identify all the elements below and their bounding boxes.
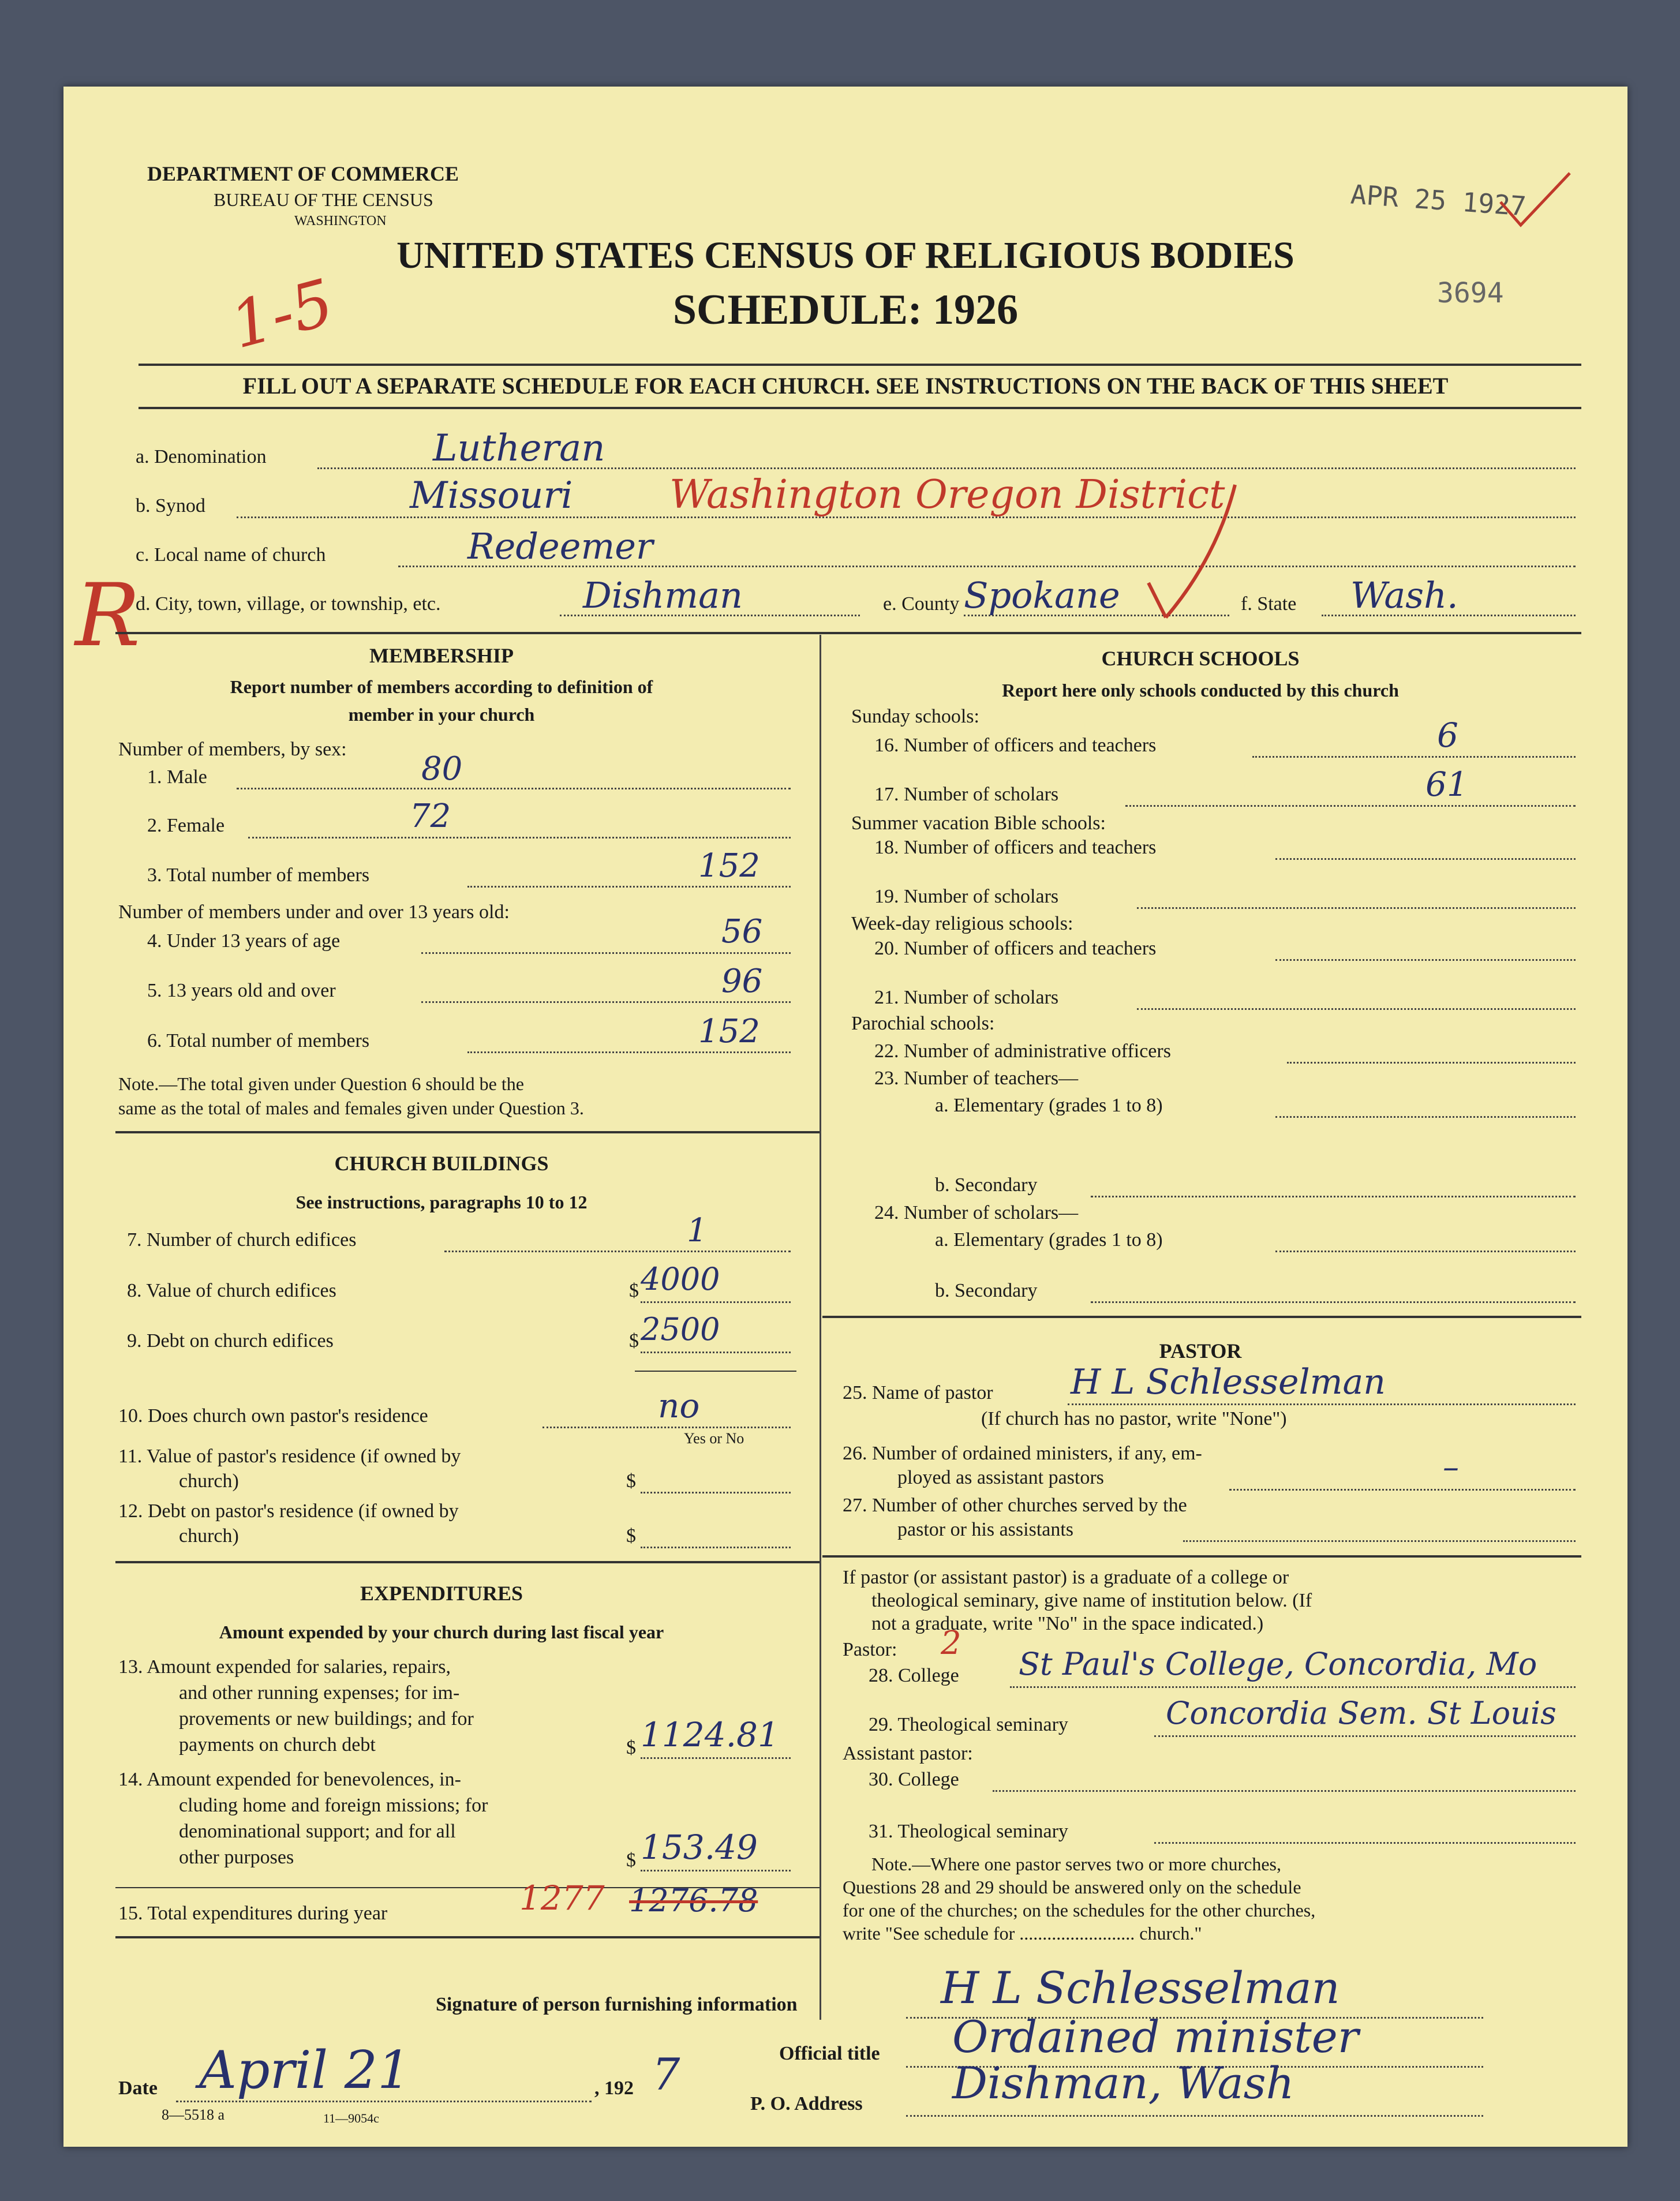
pastor-subsection-label: Pastor: bbox=[843, 1639, 897, 1660]
q24-label: 24. Number of scholars— bbox=[874, 1202, 1079, 1223]
membership-rule bbox=[115, 1131, 820, 1133]
membership-sub1 bbox=[63, 676, 820, 698]
city-label-field: d. City, town, village, or township, etc. bbox=[136, 593, 441, 615]
q2-line bbox=[248, 837, 791, 839]
q13-line4: payments on church debt bbox=[179, 1734, 376, 1755]
pastor-note-line4: write "See schedule for ......................... church." bbox=[843, 1923, 1202, 1944]
q15-struck-value: 1276.78 bbox=[629, 1882, 758, 1919]
instructions-text: FILL OUT A SEPARATE SCHEDULE FOR EACH CHURCH. SEE INSTRUCTIONS ON THE BACK OF THIS SHEET bbox=[242, 373, 1449, 399]
q28-line bbox=[1010, 1686, 1576, 1688]
pastor-note-line1: Note.—Where one pastor serves two or more churches, bbox=[871, 1854, 1281, 1874]
city-value[interactable]: Dishman bbox=[583, 574, 743, 616]
members-by-age-label: Number of members under and over 13 years old: bbox=[118, 901, 510, 923]
red-page-mark: 1-5 bbox=[223, 265, 341, 363]
summer-schools-label: Summer vacation Bible schools: bbox=[851, 813, 1106, 834]
q23b-line bbox=[1091, 1196, 1576, 1197]
q14-dollar: $ bbox=[626, 1850, 636, 1871]
synod-district-value[interactable]: Washington Oregon District bbox=[669, 472, 1225, 518]
q17-label: 17. Number of scholars bbox=[874, 784, 1059, 805]
expenditures-heading bbox=[63, 1581, 820, 1605]
state-label: f. State bbox=[1241, 593, 1297, 615]
q9-value[interactable]: 2500 bbox=[641, 1311, 720, 1347]
q22-label: 22. Number of administrative officers bbox=[874, 1040, 1171, 1062]
q13-line2: and other running expenses; for im- bbox=[179, 1682, 460, 1704]
year-prefix: , 192 bbox=[594, 2078, 634, 2099]
yes-no-hint: Yes or No bbox=[684, 1430, 744, 1447]
q15-label: 15. Total expenditures during year bbox=[118, 1903, 388, 1924]
denomination-value[interactable]: Lutheran bbox=[433, 427, 605, 470]
county-value[interactable]: Spokane bbox=[964, 574, 1120, 616]
q5-line bbox=[421, 1001, 791, 1003]
q10-value[interactable]: no bbox=[658, 1386, 700, 1425]
q26-line2: ployed as assistant pastors bbox=[897, 1467, 1104, 1488]
q24a-label: a. Elementary (grades 1 to 8) bbox=[935, 1229, 1163, 1251]
q13-value[interactable]: 1124.81 bbox=[641, 1715, 779, 1754]
q23-label: 23. Number of teachers— bbox=[874, 1068, 1079, 1089]
membership-sub1-text: Report number of members according to definition of bbox=[230, 676, 653, 697]
membership-heading bbox=[63, 643, 820, 668]
q25-line bbox=[1068, 1403, 1576, 1405]
q4-label: 4. Under 13 years of age bbox=[147, 930, 341, 952]
county-label: e. County bbox=[883, 593, 960, 615]
buildings-heading bbox=[63, 1151, 820, 1176]
signature-label: Signature of person furnishing information bbox=[436, 1994, 798, 2015]
buildings-sub-text: See instructions, paragraphs 10 to 12 bbox=[295, 1192, 588, 1212]
q8-value[interactable]: 4000 bbox=[641, 1261, 720, 1297]
q21-line bbox=[1137, 1008, 1576, 1010]
q26-value[interactable]: – bbox=[1443, 1448, 1459, 1486]
q9-line bbox=[641, 1352, 791, 1353]
q28-label: 28. College bbox=[869, 1665, 959, 1686]
q26-line bbox=[1229, 1489, 1576, 1491]
q1-line bbox=[237, 788, 791, 789]
weekday-schools-label: Week-day religious schools: bbox=[851, 913, 1073, 934]
q12-dollar: $ bbox=[626, 1525, 636, 1547]
schools-sub bbox=[820, 680, 1581, 701]
q14-value[interactable]: 153.49 bbox=[641, 1828, 758, 1867]
received-date-stamp: APR 25 1927 bbox=[1349, 178, 1528, 222]
official-title-value[interactable]: Ordained minister bbox=[952, 2011, 1359, 2062]
schools-rule bbox=[822, 1316, 1581, 1318]
q8-label: 8. Value of church edifices bbox=[127, 1280, 336, 1301]
signature-value[interactable]: H L Schlesselman bbox=[941, 1962, 1340, 2013]
po-address-label: P. O. Address bbox=[750, 2093, 863, 2114]
q28-value[interactable]: St Paul's College, Concordia, Mo bbox=[1019, 1646, 1537, 1682]
graduate-instr-line1: If pastor (or assistant pastor) is a graduate of a college or bbox=[843, 1567, 1289, 1588]
q3-line bbox=[467, 886, 791, 888]
q9-label: 9. Debt on church edifices bbox=[127, 1330, 334, 1352]
q20-line bbox=[1275, 959, 1576, 961]
pastor-heading-text: PASTOR bbox=[1159, 1339, 1242, 1362]
column-divider bbox=[820, 635, 821, 2020]
official-title-label: Official title bbox=[779, 2043, 880, 2064]
q7-line bbox=[444, 1251, 791, 1252]
q31-label: 31. Theological seminary bbox=[869, 1821, 1068, 1842]
city-label: WASHINGTON bbox=[294, 214, 387, 229]
sunday-schools-label: Sunday schools: bbox=[851, 706, 979, 727]
membership-heading-text: MEMBERSHIP bbox=[369, 644, 514, 667]
denomination-label: a. Denomination bbox=[136, 446, 267, 467]
pastor-note-line2: Questions 28 and 29 should be answered only on the schedule bbox=[843, 1877, 1301, 1897]
instructions-line bbox=[63, 372, 1627, 399]
expenditures-heading-text: EXPENDITURES bbox=[360, 1582, 523, 1605]
date-value[interactable]: April 21 bbox=[199, 2040, 411, 2101]
q19-line bbox=[1137, 907, 1576, 909]
synod-value[interactable]: Missouri bbox=[410, 474, 573, 517]
q30-line bbox=[993, 1790, 1576, 1792]
q14-line4: other purposes bbox=[179, 1847, 294, 1868]
q6-label: 6. Total number of members bbox=[147, 1030, 370, 1051]
membership-note-line1: Note.—The total given under Question 6 should be the bbox=[118, 1073, 524, 1094]
q9-underline bbox=[635, 1371, 796, 1372]
schools-heading bbox=[820, 646, 1581, 671]
q27-line2: pastor or his assistants bbox=[897, 1519, 1074, 1540]
q21-label: 21. Number of scholars bbox=[874, 987, 1059, 1008]
q14-line2: cluding home and foreign missions; for bbox=[179, 1795, 488, 1816]
q14-line3: denominational support; and for all bbox=[179, 1821, 456, 1842]
q29-line bbox=[1154, 1735, 1576, 1737]
header-rule-top bbox=[139, 364, 1581, 366]
q24b-label: b. Secondary bbox=[935, 1280, 1038, 1301]
q8-dollar: $ bbox=[629, 1280, 639, 1301]
q8-line bbox=[641, 1301, 791, 1303]
q16-value[interactable]: 6 bbox=[1437, 716, 1458, 755]
schools-heading-text: CHURCH SCHOOLS bbox=[1101, 647, 1300, 670]
pastor-red-number: 2 bbox=[941, 1624, 961, 1662]
q25-label: 25. Name of pastor bbox=[843, 1382, 993, 1403]
state-value[interactable]: Wash. bbox=[1350, 574, 1458, 616]
red-slash-mark-icon bbox=[1131, 479, 1281, 629]
q13-line1: 13. Amount expended for salaries, repairs, bbox=[118, 1656, 451, 1678]
buildings-sub bbox=[63, 1192, 820, 1213]
q10-label: 10. Does church own pastor's residence bbox=[118, 1405, 428, 1427]
q25-note: (If church has no pastor, write "None") bbox=[981, 1408, 1287, 1429]
pastor-note-line3: for one of the churches; on the schedules for the other churches, bbox=[843, 1900, 1316, 1921]
q3-label: 3. Total number of members bbox=[147, 864, 370, 886]
church-name-value[interactable]: Redeemer bbox=[467, 525, 653, 567]
q27-line1: 27. Number of other churches served by the bbox=[843, 1495, 1187, 1516]
q12-label-line1: 12. Debt on pastor's residence (if owned by bbox=[118, 1500, 459, 1522]
red-r-mark: R bbox=[75, 566, 140, 666]
q14-line bbox=[641, 1870, 791, 1871]
q13-dollar: $ bbox=[626, 1737, 636, 1758]
q25-value[interactable]: H L Schlesselman bbox=[1071, 1362, 1386, 1402]
form-title-text: UNITED STATES CENSUS OF RELIGIOUS BODIES bbox=[396, 234, 1294, 276]
q26-line1: 26. Number of ordained ministers, if any, em- bbox=[843, 1443, 1202, 1464]
year-value[interactable]: 7 bbox=[652, 2049, 680, 2100]
members-by-sex-label: Number of members, by sex: bbox=[118, 739, 347, 760]
membership-sub2-text: member in your church bbox=[348, 704, 535, 725]
q6-value[interactable]: 152 bbox=[698, 1013, 760, 1050]
q11-label-line2: church) bbox=[179, 1470, 239, 1492]
q24b-line bbox=[1091, 1301, 1576, 1303]
schedule-year-text: SCHEDULE: 1926 bbox=[672, 286, 1019, 334]
q11-dollar: $ bbox=[626, 1470, 636, 1492]
q7-label: 7. Number of church edifices bbox=[127, 1229, 357, 1251]
expenditures-sub-text: Amount expended by your church during last fiscal year bbox=[219, 1622, 664, 1642]
q4-value[interactable]: 56 bbox=[721, 913, 763, 950]
dept-label: DEPARTMENT OF COMMERCE bbox=[147, 162, 459, 185]
q19-label: 19. Number of scholars bbox=[874, 886, 1059, 907]
q10-line bbox=[542, 1427, 791, 1428]
membership-sub2 bbox=[63, 704, 820, 725]
q1-value[interactable]: 80 bbox=[421, 750, 463, 788]
buildings-heading-text: CHURCH BUILDINGS bbox=[334, 1152, 549, 1175]
q22-line bbox=[1287, 1062, 1576, 1064]
q23a-line bbox=[1275, 1116, 1576, 1118]
q16-label: 16. Number of officers and teachers bbox=[874, 735, 1157, 756]
q9-dollar: $ bbox=[629, 1330, 639, 1352]
q12-label-line2: church) bbox=[179, 1525, 239, 1547]
q23a-label: a. Elementary (grades 1 to 8) bbox=[935, 1095, 1163, 1116]
print-number: 11—9054c bbox=[323, 2111, 379, 2125]
parochial-schools-label: Parochial schools: bbox=[851, 1013, 995, 1034]
expenditures-rule bbox=[115, 1936, 820, 1938]
graduate-instr-line2: theological seminary, give name of institution below. (If bbox=[871, 1590, 1312, 1611]
q16-line bbox=[1252, 756, 1576, 758]
q13-line bbox=[641, 1757, 791, 1759]
q31-line bbox=[1154, 1842, 1576, 1844]
po-address-line bbox=[906, 2115, 1483, 2117]
pastor-heading bbox=[820, 1339, 1581, 1363]
bureau-label: BUREAU OF THE CENSUS bbox=[214, 189, 433, 210]
q17-line bbox=[1125, 805, 1576, 807]
q24a-line bbox=[1275, 1251, 1576, 1252]
assistant-pastor-label: Assistant pastor: bbox=[843, 1743, 973, 1764]
q20-label: 20. Number of officers and teachers bbox=[874, 938, 1157, 959]
q27-line bbox=[1183, 1540, 1576, 1542]
q5-value[interactable]: 96 bbox=[721, 963, 763, 1000]
q4-line bbox=[421, 952, 791, 954]
q2-value[interactable]: 72 bbox=[410, 798, 451, 835]
q11-label-line1: 11. Value of pastor's residence (if owned by bbox=[118, 1446, 461, 1467]
q15-value[interactable]: 1277 bbox=[519, 1878, 605, 1918]
q6-line bbox=[467, 1051, 791, 1053]
q23b-label: b. Secondary bbox=[935, 1174, 1038, 1196]
q29-value[interactable]: Concordia Sem. St Louis bbox=[1166, 1695, 1556, 1731]
q17-value[interactable]: 61 bbox=[1425, 765, 1468, 804]
census-schedule-sheet bbox=[63, 87, 1627, 2147]
q5-label: 5. 13 years old and over bbox=[147, 980, 336, 1001]
q2-label: 2. Female bbox=[147, 815, 225, 836]
identity-rule bbox=[115, 632, 1581, 634]
buildings-rule bbox=[115, 1561, 820, 1563]
po-address-value[interactable]: Dishman, Wash bbox=[952, 2057, 1294, 2109]
q30-label: 30. College bbox=[869, 1769, 959, 1790]
q11-line bbox=[641, 1492, 791, 1493]
q18-line bbox=[1275, 858, 1576, 860]
graduate-instr-line3: not a graduate, write "No" in the space indicated.) bbox=[871, 1613, 1264, 1634]
membership-note-line2: same as the total of males and females given under Question 3. bbox=[118, 1098, 584, 1118]
red-check-mark-icon bbox=[1495, 167, 1576, 237]
q12-line bbox=[641, 1547, 791, 1548]
form-number: 8—5518 a bbox=[162, 2106, 225, 2123]
q7-value[interactable]: 1 bbox=[687, 1212, 708, 1249]
q3-value[interactable]: 152 bbox=[698, 847, 760, 885]
church-name-label: c. Local name of church bbox=[136, 544, 326, 566]
pastor-rule bbox=[822, 1555, 1581, 1558]
synod-label: b. Synod bbox=[136, 495, 205, 516]
expenditures-sub bbox=[63, 1622, 820, 1643]
q1-label: 1. Male bbox=[147, 766, 207, 788]
file-number-stamp: 3694 bbox=[1437, 277, 1504, 309]
date-label: Date bbox=[118, 2078, 158, 2099]
q13-line3: provements or new buildings; and for bbox=[179, 1708, 474, 1730]
q18-label: 18. Number of officers and teachers bbox=[874, 837, 1157, 858]
q29-label: 29. Theological seminary bbox=[869, 1714, 1068, 1735]
date-line bbox=[176, 2101, 592, 2102]
q14-line1: 14. Amount expended for benevolences, in- bbox=[118, 1769, 461, 1790]
header-rule-bottom bbox=[139, 407, 1581, 409]
schools-sub-text: Report here only schools conducted by this church bbox=[1002, 680, 1399, 701]
